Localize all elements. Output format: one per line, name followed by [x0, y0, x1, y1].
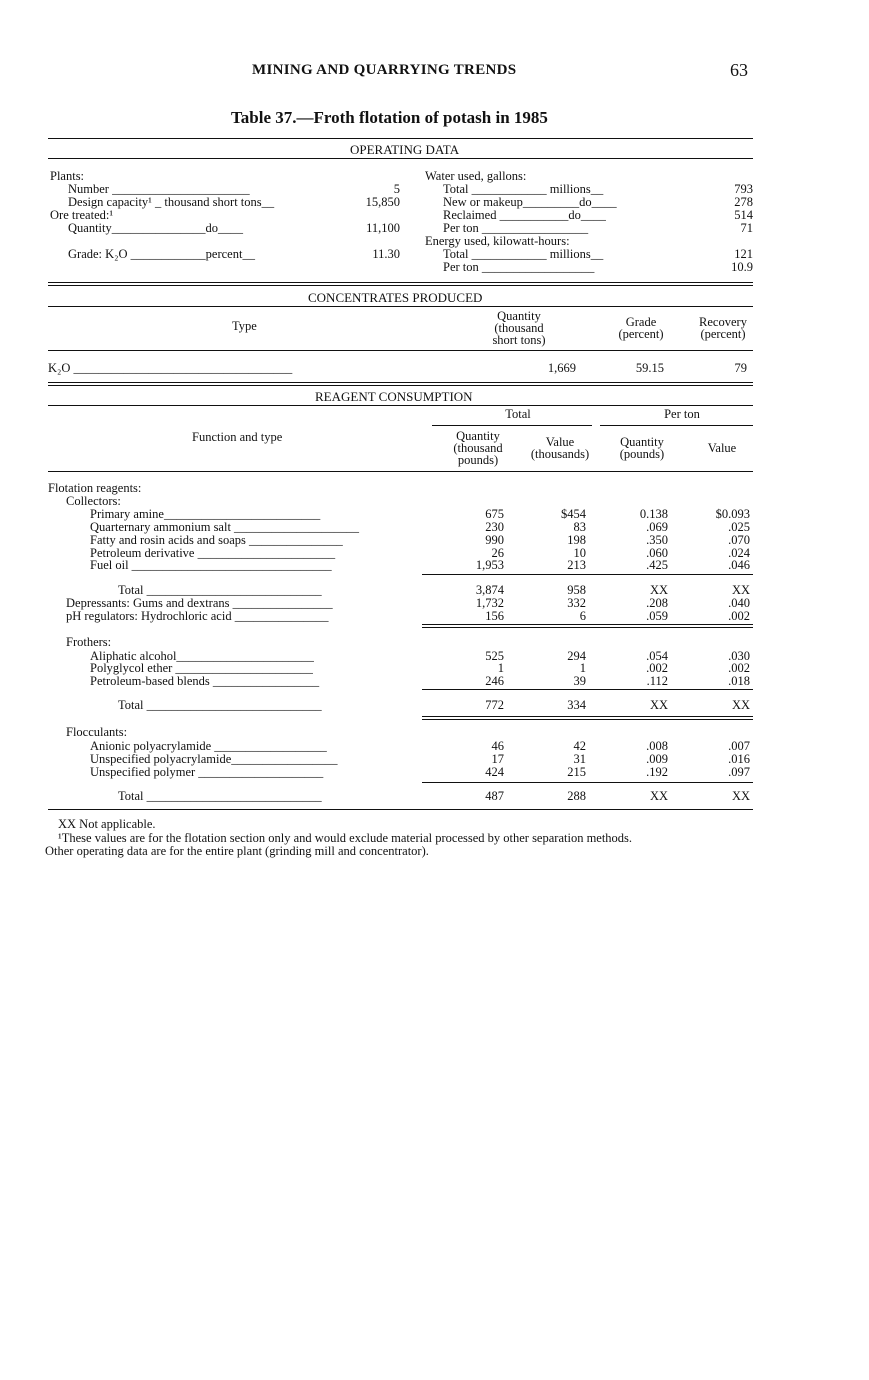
- rule-concentrates-colhead: [48, 350, 753, 351]
- reagent-perton-qty: .192: [646, 765, 668, 779]
- operating-left-value: 5: [393, 182, 400, 196]
- operating-right-value: 10.9: [731, 260, 753, 274]
- reagent-value: 215: [567, 765, 586, 779]
- col-qty-lb-2: (pounds): [619, 447, 665, 461]
- operating-right-label: Total ____________ millions__: [443, 182, 604, 196]
- reagent-value: 10: [573, 546, 586, 560]
- reagent-value: $454: [561, 507, 586, 521]
- reagent-row-label: Unspecified polymer ____________________: [90, 765, 324, 779]
- operating-left-value: 11,100: [366, 221, 400, 235]
- reagent-row-label: Aliphatic alcohol______________________: [90, 649, 314, 663]
- table-title: Table 37.—Froth flotation of potash in 1985: [231, 108, 548, 127]
- operating-left-value: 15,850: [365, 195, 400, 209]
- rule-table-bottom: [48, 809, 753, 810]
- operating-left-label: Design capacity¹ _ thousand short tons__: [68, 195, 275, 209]
- reagent-qty: 156: [485, 609, 504, 623]
- reagent-row-label: Frothers:: [66, 635, 112, 649]
- col-grade-1: Grade: [625, 315, 657, 329]
- operating-left-value: 11.30: [372, 247, 400, 261]
- col-qty-3: pounds): [457, 453, 499, 467]
- reagent-value: 958: [567, 583, 586, 597]
- reagent-value: 334: [567, 698, 586, 712]
- reagent-qty: 3,874: [475, 583, 504, 597]
- col-type: Type: [232, 319, 257, 333]
- reagent-perton-value: XX: [731, 698, 750, 712]
- rule-group-total: [432, 425, 592, 426]
- reagent-perton-value: .018: [728, 674, 750, 688]
- col-recovery-2: (percent): [700, 327, 746, 341]
- footnote-xx: XX Not applicable.: [58, 817, 156, 831]
- col-value-1: Value: [545, 435, 575, 449]
- reagent-value: 1: [579, 661, 586, 675]
- reagent-value: 198: [567, 533, 586, 547]
- rule-frothers-total: [422, 689, 753, 690]
- footnote-1-line1: ¹These values are for the flotation section only and would exclude material processed by other separation methods.: [58, 831, 633, 845]
- concentrate-row-quantity: 1,669: [547, 361, 576, 375]
- rule-concentrates-under: [48, 306, 753, 307]
- reagent-qty: 1,732: [475, 596, 504, 610]
- reagent-value: 332: [567, 596, 586, 610]
- reagent-row-label: Flotation reagents:: [48, 481, 142, 495]
- operating-right-label: Water used, gallons:: [425, 169, 527, 183]
- reagent-row-label: Primary amine_________________________: [90, 507, 321, 521]
- reagent-row-label: Total ____________________________: [118, 698, 322, 712]
- reagent-row-label: pH regulators: Hydrochloric acid _______________: [66, 609, 329, 623]
- reagent-qty: 1,953: [475, 558, 504, 572]
- reagent-perton-qty: .112: [646, 674, 668, 688]
- operating-right-value: 793: [734, 182, 753, 196]
- reagent-qty: 246: [485, 674, 504, 688]
- reagent-perton-qty: .425: [646, 558, 668, 572]
- reagent-qty: 487: [485, 789, 504, 803]
- reagent-value: 39: [573, 674, 586, 688]
- reagent-qty: 424: [485, 765, 504, 779]
- reagent-perton-value: .016: [728, 752, 750, 766]
- operating-right-label: Reclaimed ___________do____: [443, 208, 606, 222]
- concentrate-row-grade: 59.15: [635, 361, 664, 375]
- reagent-perton-qty: XX: [649, 698, 668, 712]
- reagent-heading: REAGENT CONSUMPTION: [315, 389, 473, 404]
- operating-right-label: Total ____________ millions__: [443, 247, 604, 261]
- reagent-perton-value: .024: [728, 546, 750, 560]
- col-value2: Value: [707, 441, 737, 455]
- reagent-value: 42: [573, 739, 586, 753]
- reagent-qty: 525: [485, 649, 504, 663]
- reagent-perton-value: .002: [728, 661, 750, 675]
- operating-right-label: Energy used, kilowatt-hours:: [425, 234, 570, 248]
- group-total: Total: [505, 407, 531, 421]
- reagent-perton-value: .070: [728, 533, 750, 547]
- concentrates-heading: CONCENTRATES PRODUCED: [308, 290, 483, 305]
- running-head: MINING AND QUARRYING TRENDS: [252, 62, 517, 78]
- reagent-value: 288: [567, 789, 586, 803]
- operating-left-label: Ore treated:¹: [50, 208, 114, 222]
- reagent-perton-qty: 0.138: [639, 507, 668, 521]
- operating-left-label: Quantity_______________do____: [68, 221, 243, 235]
- reagent-row-label: Petroleum-based blends _________________: [90, 674, 320, 688]
- reagent-perton-value: .025: [728, 520, 750, 534]
- operating-right-value: 278: [734, 195, 753, 209]
- col-function: Function and type: [192, 430, 283, 444]
- col-qty-1: Quantity: [456, 429, 500, 443]
- operating-heading: OPERATING DATA: [350, 142, 460, 157]
- reagent-value: 31: [573, 752, 586, 766]
- col-quantity-3: short tons): [492, 333, 546, 347]
- reagent-perton-qty: .350: [646, 533, 668, 547]
- rule-operating-under: [48, 158, 753, 159]
- reagent-perton-qty: .208: [646, 596, 668, 610]
- operating-right-value: 121: [734, 247, 753, 261]
- reagent-row-label: Petroleum derivative ______________________: [90, 546, 336, 560]
- reagent-perton-qty: XX: [649, 789, 668, 803]
- col-quantity-2: (thousand: [494, 321, 544, 335]
- reagent-perton-qty: .009: [646, 752, 668, 766]
- operating-right-label: Per ton _________________: [443, 221, 589, 235]
- reagent-value: 213: [567, 558, 586, 572]
- reagent-row-label: Depressants: Gums and dextrans ________________: [66, 596, 333, 610]
- rule-regulators-end: [422, 624, 753, 628]
- rule-frothers-end: [422, 716, 753, 720]
- reagent-qty: 990: [485, 533, 504, 547]
- reagent-row-label: Unspecified polyacrylamide_________________: [90, 752, 338, 766]
- rule-reagent-under: [48, 405, 753, 406]
- col-qty-lb-1: Quantity: [620, 435, 664, 449]
- rule-top: [48, 138, 753, 139]
- footnote-1-line2: Other operating data are for the entire plant (grinding mill and concentrator).: [45, 844, 429, 858]
- page-number: 63: [730, 60, 748, 80]
- reagent-perton-qty: .060: [646, 546, 668, 560]
- reagent-value: 294: [567, 649, 586, 663]
- reagent-perton-qty: .002: [646, 661, 668, 675]
- reagent-row-label: Total ____________________________: [118, 789, 322, 803]
- reagent-perton-value: .007: [728, 739, 750, 753]
- reagent-perton-value: .030: [728, 649, 750, 663]
- reagent-perton-qty: .069: [646, 520, 668, 534]
- reagent-qty: 46: [491, 739, 504, 753]
- reagent-qty: 230: [485, 520, 504, 534]
- rule-collectors-total: [422, 574, 753, 575]
- concentrate-row-label: K₂O ___________________________________: [48, 361, 293, 375]
- operating-right-value: 71: [740, 221, 753, 235]
- reagent-perton-qty: .059: [646, 609, 668, 623]
- reagent-row-label: Fatty and rosin acids and soaps _______________: [90, 533, 343, 547]
- reagent-value: 6: [579, 609, 586, 623]
- rule-group-perton: [600, 425, 753, 426]
- reagent-perton-value: XX: [731, 789, 750, 803]
- reagent-row-label: Anionic polyacrylamide __________________: [90, 739, 327, 753]
- col-value-2: (thousands): [530, 447, 590, 461]
- reagent-perton-value: $0.093: [715, 507, 750, 521]
- reagent-qty: 1: [497, 661, 504, 675]
- reagent-row-label: Fuel oil ________________________________: [90, 558, 332, 572]
- reagent-perton-value: .002: [728, 609, 750, 623]
- reagent-perton-value: XX: [731, 583, 750, 597]
- rule-concentrates-end: [48, 382, 753, 386]
- group-perton: Per ton: [664, 407, 700, 421]
- reagent-qty: 772: [485, 698, 504, 712]
- col-quantity-1: Quantity: [497, 309, 541, 323]
- col-qty-2: (thousand: [453, 441, 503, 455]
- operating-right-label: Per ton __________________: [443, 260, 595, 274]
- reagent-qty: 675: [485, 507, 504, 521]
- reagent-row-label: Flocculants:: [66, 725, 128, 739]
- reagent-perton-value: .040: [728, 596, 750, 610]
- reagent-perton-value: .046: [728, 558, 750, 572]
- reagent-row-label: Quarternary ammonium salt ____________________: [90, 520, 360, 534]
- reagent-qty: 17: [491, 752, 504, 766]
- reagent-qty: 26: [491, 546, 504, 560]
- rule-operating-end: [48, 282, 753, 286]
- reagent-perton-value: .097: [728, 765, 750, 779]
- col-recovery-1: Recovery: [699, 315, 747, 329]
- reagent-perton-qty: .008: [646, 739, 668, 753]
- operating-left-label: Number ______________________: [68, 182, 250, 196]
- operating-right-value: 514: [734, 208, 753, 222]
- operating-left-label: Plants:: [50, 169, 85, 183]
- rule-flocculants-total: [422, 782, 753, 783]
- rule-reagent-colhead: [48, 471, 753, 472]
- col-grade-2: (percent): [618, 327, 664, 341]
- reagent-row-label: Collectors:: [66, 494, 121, 508]
- reagent-row-label: Polyglycol ether ______________________: [90, 661, 313, 675]
- concentrate-row-recovery: 79: [734, 361, 747, 375]
- reagent-perton-qty: .054: [646, 649, 668, 663]
- operating-left-label: Grade: K₂O ____________percent__: [68, 247, 255, 261]
- reagent-row-label: Total ____________________________: [118, 583, 322, 597]
- operating-right-label: New or makeup_________do____: [443, 195, 617, 209]
- reagent-value: 83: [573, 520, 586, 534]
- reagent-perton-qty: XX: [649, 583, 668, 597]
